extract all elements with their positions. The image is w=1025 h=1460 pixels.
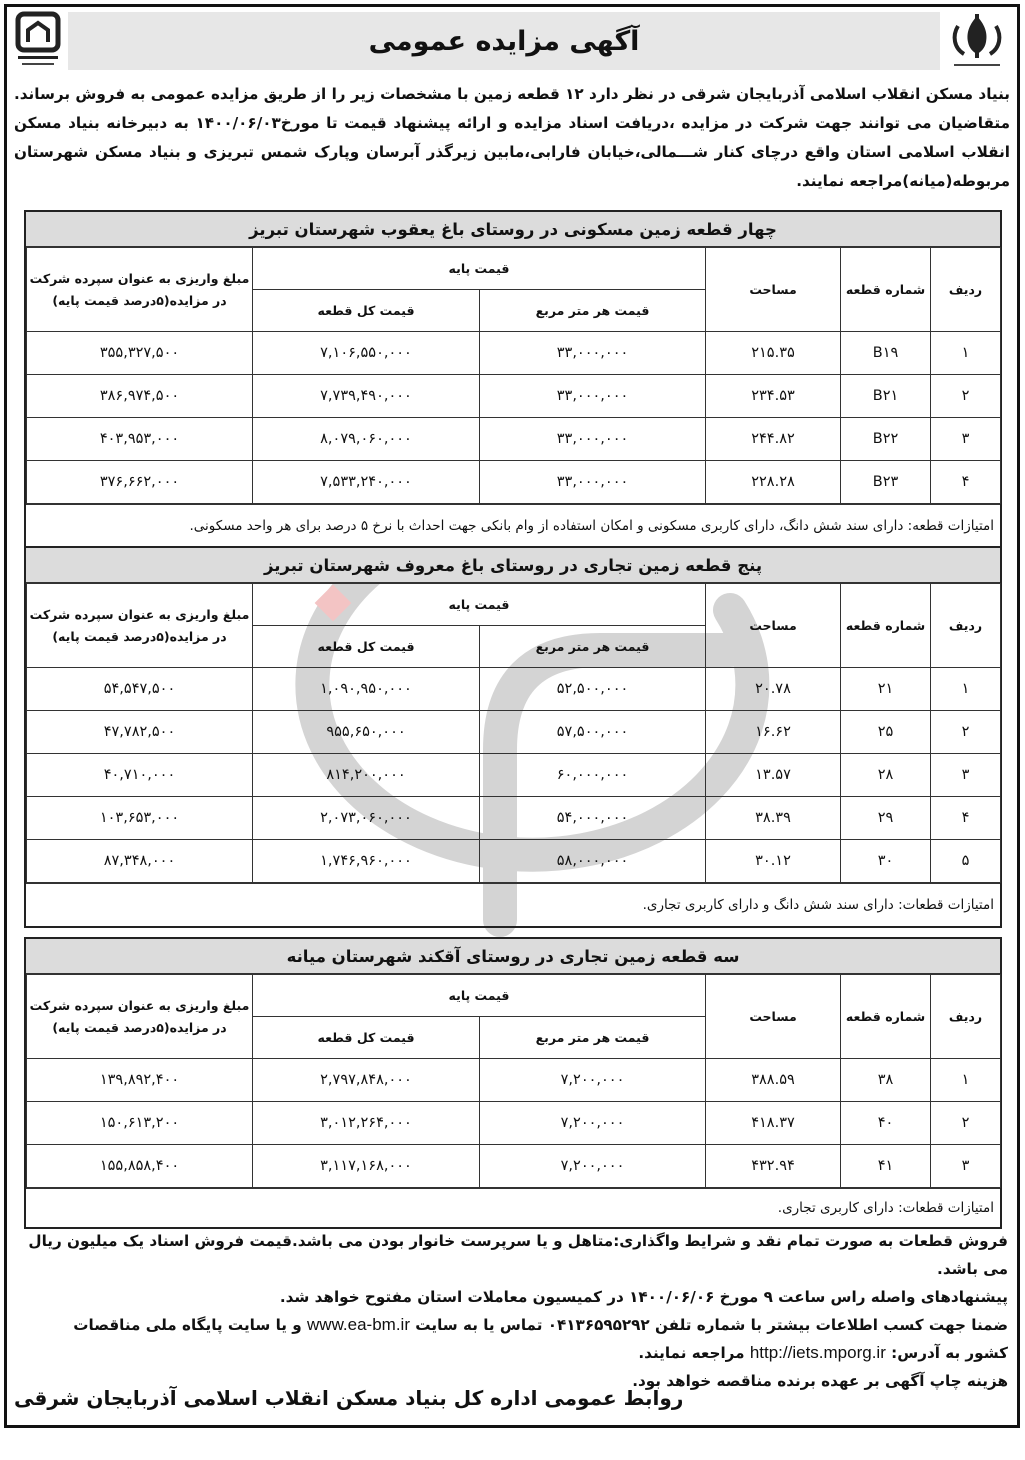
cell-total: ۷,۵۳۳,۲۴۰,۰۰۰ [253, 461, 480, 504]
terms-footer [14, 1227, 1008, 1395]
table-row [27, 797, 1001, 840]
table-row [27, 711, 1001, 754]
address-label: کشور به آدرس: [891, 1344, 1008, 1362]
cell-total: ۳,۰۱۲,۲۶۴,۰۰۰ [253, 1102, 480, 1145]
cell-plot: ۳۸ [841, 1059, 931, 1102]
cell-area: ۳۰.۱۲ [706, 840, 841, 883]
cell-row: ۳ [931, 1145, 1001, 1188]
cell-plot: B۲۱ [841, 375, 931, 418]
iran-emblem-logo [942, 10, 1012, 76]
cell-per-m2: ۵۸,۰۰۰,۰۰۰ [480, 840, 706, 883]
table-row [27, 1102, 1001, 1145]
cell-plot: B۲۲ [841, 418, 931, 461]
cell-deposit: ۱۵۵,۸۵۸,۴۰۰ [27, 1145, 253, 1188]
cell-area: ۲۰.۷۸ [706, 668, 841, 711]
cell-deposit: ۵۴,۵۴۷,۵۰۰ [27, 668, 253, 711]
cell-row: ۱ [931, 332, 1001, 375]
cell-per-m2: ۳۳,۰۰۰,۰۰۰ [480, 461, 706, 504]
payment-terms: فروش قطعات به صورت تمام نقد و شرایط واگذاری:متاهل و یا سرپرست خانوار بودن می باشد.قیمت فروش اسناد یک میلیون ریال می باشد. [28, 1232, 1008, 1278]
plot-features-note: امتیازات قطعات: دارای کاربری تجاری. [26, 1188, 1000, 1227]
col-row: ردیف [931, 975, 1001, 1059]
housing-foundation-logo [12, 10, 72, 72]
table-row [27, 668, 1001, 711]
cell-area: ۲۴۴.۸۲ [706, 418, 841, 461]
cell-row: ۵ [931, 840, 1001, 883]
col-base-price: قیمت پایه [253, 584, 706, 626]
cell-deposit: ۸۷,۳۴۸,۰۰۰ [27, 840, 253, 883]
opening-date: پیشنهادهای واصله راس ساعت ۹ مورخ ۱۴۰۰/۰۶/۰۶ در کمیسیون معاملات استان مفتوح خواهد شد. [279, 1288, 1008, 1306]
plots-table [26, 974, 1001, 1188]
table-row [27, 754, 1001, 797]
refer-text: مراجعه نمایند. [638, 1344, 745, 1362]
cell-area: ۱۳.۵۷ [706, 754, 841, 797]
cell-per-m2: ۵۷,۵۰۰,۰۰۰ [480, 711, 706, 754]
cell-per-m2: ۷,۲۰۰,۰۰۰ [480, 1102, 706, 1145]
cell-row: ۱ [931, 668, 1001, 711]
cell-plot: B۲۳ [841, 461, 931, 504]
col-plot-no: شماره قطعه [841, 248, 931, 332]
cell-row: ۴ [931, 797, 1001, 840]
cell-area: ۳۸.۳۹ [706, 797, 841, 840]
col-price-per-m2: قیمت هر متر مربع [480, 1017, 706, 1059]
col-row: ردیف [931, 584, 1001, 668]
cell-total: ۳,۱۱۷,۱۶۸,۰۰۰ [253, 1145, 480, 1188]
cell-deposit: ۱۰۳,۶۵۳,۰۰۰ [27, 797, 253, 840]
cell-row: ۲ [931, 375, 1001, 418]
col-deposit: مبلغ واریزی به عنوان سپرده شرکت در مزایده(۵درصد قیمت پایه) [27, 975, 253, 1059]
cell-deposit: ۳۸۶,۹۷۴,۵۰۰ [27, 375, 253, 418]
signature: روابط عمومی اداره کل بنیاد مسکن انقلاب اسلامی آذربایجان شرقی [14, 1386, 684, 1410]
website-link[interactable]: www.ea-bm.ir [307, 1315, 410, 1334]
cell-deposit: ۳۷۶,۶۶۲,۰۰۰ [27, 461, 253, 504]
contact-text: ضمنا جهت کسب اطلاعات بیشتر با شماره تلفن ۰۴۱۳۶۵۹۵۲۹۲ تماس یا به سایت [415, 1316, 1008, 1334]
cell-row: ۴ [931, 461, 1001, 504]
col-area: مساحت [706, 248, 841, 332]
cell-plot: ۲۱ [841, 668, 931, 711]
cell-row: ۱ [931, 1059, 1001, 1102]
cell-row: ۲ [931, 1102, 1001, 1145]
cell-deposit: ۴۰,۷۱۰,۰۰۰ [27, 754, 253, 797]
col-total-price: قیمت کل قطعه [253, 1017, 480, 1059]
section-title: سه قطعه زمین تجاری در روستای آقکند شهرستان میانه [26, 939, 1000, 974]
cell-deposit: ۱۵۰,۶۱۳,۲۰۰ [27, 1102, 253, 1145]
cell-plot: ۲۹ [841, 797, 931, 840]
cell-total: ۱,۷۴۶,۹۶۰,۰۰۰ [253, 840, 480, 883]
col-area: مساحت [706, 584, 841, 668]
cell-per-m2: ۳۳,۰۰۰,۰۰۰ [480, 375, 706, 418]
cell-deposit: ۳۵۵,۳۲۷,۵۰۰ [27, 332, 253, 375]
col-deposit: مبلغ واریزی به عنوان سپرده شرکت در مزایده(۵درصد قیمت پایه) [27, 584, 253, 668]
section-title: چهار قطعه زمین مسکونی در روستای باغ یعقوب شهرستان تبریز [26, 212, 1000, 247]
section-residential-bagh-yaghoub [24, 210, 1002, 549]
cell-total: ۹۵۵,۶۵۰,۰۰۰ [253, 711, 480, 754]
plots-table [26, 583, 1001, 883]
col-price-per-m2: قیمت هر متر مربع [480, 290, 706, 332]
cell-area: ۲۲۸.۲۸ [706, 461, 841, 504]
cell-per-m2: ۳۳,۰۰۰,۰۰۰ [480, 332, 706, 375]
page-title: آگهی مزایده عمومی [368, 25, 640, 57]
cell-total: ۲,۷۹۷,۸۴۸,۰۰۰ [253, 1059, 480, 1102]
cell-area: ۳۸۸.۵۹ [706, 1059, 841, 1102]
cell-plot: ۲۸ [841, 754, 931, 797]
cell-plot: B۱۹ [841, 332, 931, 375]
col-base-price: قیمت پایه [253, 248, 706, 290]
section-title: پنج قطعه زمین تجاری در روستای باغ معروف شهرستان تبریز [26, 548, 1000, 583]
table-row [27, 461, 1001, 504]
cell-plot: ۲۵ [841, 711, 931, 754]
cell-row: ۳ [931, 418, 1001, 461]
table-row [27, 375, 1001, 418]
cell-deposit: ۱۳۹,۸۹۲,۴۰۰ [27, 1059, 253, 1102]
cell-per-m2: ۳۳,۰۰۰,۰۰۰ [480, 418, 706, 461]
table-row [27, 1059, 1001, 1102]
plots-table [26, 247, 1001, 504]
cell-plot: ۴۱ [841, 1145, 931, 1188]
tender-site-line [14, 1339, 1008, 1367]
table-row [27, 1145, 1001, 1188]
cell-plot: ۴۰ [841, 1102, 931, 1145]
cell-row: ۳ [931, 754, 1001, 797]
col-area: مساحت [706, 975, 841, 1059]
col-row: ردیف [931, 248, 1001, 332]
col-price-per-m2: قیمت هر متر مربع [480, 626, 706, 668]
cell-area: ۲۳۴.۵۳ [706, 375, 841, 418]
contact-line [14, 1311, 1008, 1339]
table-row [27, 418, 1001, 461]
tender-site-link[interactable]: http://iets.mporg.ir [749, 1343, 886, 1362]
cell-per-m2: ۶۰,۰۰۰,۰۰۰ [480, 754, 706, 797]
intro-paragraph: بنیاد مسکن انقلاب اسلامی آذربایجان شرقی در نظر دارد ۱۲ قطعه زمین با مشخصات زیر را از طریق مزایده عمومی به فروش برساند. متقاضیان می توانند جهت شرکت در مزایده ،دریافت اسناد مزایده و ارائه پیشنهاد قیمت تا مورخ۱۴۰۰/۰۶/۰۳ به دبیرخانه بنیاد مسکن انقلاب اسلامی استان واقع درچای کنار شـــمالی،خیابان فارابی،مابین زیرگذر آبرسان وپارک شمس تبریزی و بنیاد مسکن شهرستان مربوطه(میانه)مراجعه نمایند. [14, 85, 1010, 190]
cell-plot: ۳۰ [841, 840, 931, 883]
cell-area: ۱۶.۶۲ [706, 711, 841, 754]
cell-area: ۲۱۵.۳۵ [706, 332, 841, 375]
cell-total: ۲,۰۷۳,۰۶۰,۰۰۰ [253, 797, 480, 840]
col-plot-no: شماره قطعه [841, 975, 931, 1059]
col-base-price: قیمت پایه [253, 975, 706, 1017]
header [10, 8, 1014, 76]
cell-per-m2: ۵۲,۵۰۰,۰۰۰ [480, 668, 706, 711]
title-bar [68, 12, 940, 70]
print-cost-note: هزینه چاپ آگهی بر عهده برنده مناقصه خواهد بود. [632, 1372, 1008, 1390]
cell-total: ۷,۱۰۶,۵۵۰,۰۰۰ [253, 332, 480, 375]
col-total-price: قیمت کل قطعه [253, 626, 480, 668]
plot-features-note: امتیازات قطعه: دارای سند شش دانگ، دارای کاربری مسکونی و امکان استفاده از وام بانکی جهت احداث با نرخ ۵ درصد برای هر واحد مسکونی. [26, 504, 1000, 547]
cell-total: ۷,۷۳۹,۴۹۰,۰۰۰ [253, 375, 480, 418]
cell-area: ۴۱۸.۳۷ [706, 1102, 841, 1145]
col-total-price: قیمت کل قطعه [253, 290, 480, 332]
section-commercial-bagh-maroof [24, 546, 1002, 928]
cell-total: ۱,۰۹۰,۹۵۰,۰۰۰ [253, 668, 480, 711]
cell-total: ۸۱۴,۲۰۰,۰۰۰ [253, 754, 480, 797]
table-row [27, 332, 1001, 375]
cell-deposit: ۴۰۳,۹۵۳,۰۰۰ [27, 418, 253, 461]
section-commercial-aghkand [24, 937, 1002, 1229]
col-deposit: مبلغ واریزی به عنوان سپرده شرکت در مزایده(۵درصد قیمت پایه) [27, 248, 253, 332]
cell-total: ۸,۰۷۹,۰۶۰,۰۰۰ [253, 418, 480, 461]
cell-deposit: ۴۷,۷۸۲,۵۰۰ [27, 711, 253, 754]
cell-area: ۴۳۲.۹۴ [706, 1145, 841, 1188]
contact-text-2: و یا سایت پایگاه ملی مناقصات [73, 1316, 302, 1334]
table-row [27, 840, 1001, 883]
cell-per-m2: ۷,۲۰۰,۰۰۰ [480, 1145, 706, 1188]
plot-features-note: امتیازات قطعات: دارای سند شش دانگ و دارای کاربری تجاری. [26, 883, 1000, 926]
cell-row: ۲ [931, 711, 1001, 754]
col-plot-no: شماره قطعه [841, 584, 931, 668]
cell-per-m2: ۷,۲۰۰,۰۰۰ [480, 1059, 706, 1102]
cell-per-m2: ۵۴,۰۰۰,۰۰۰ [480, 797, 706, 840]
